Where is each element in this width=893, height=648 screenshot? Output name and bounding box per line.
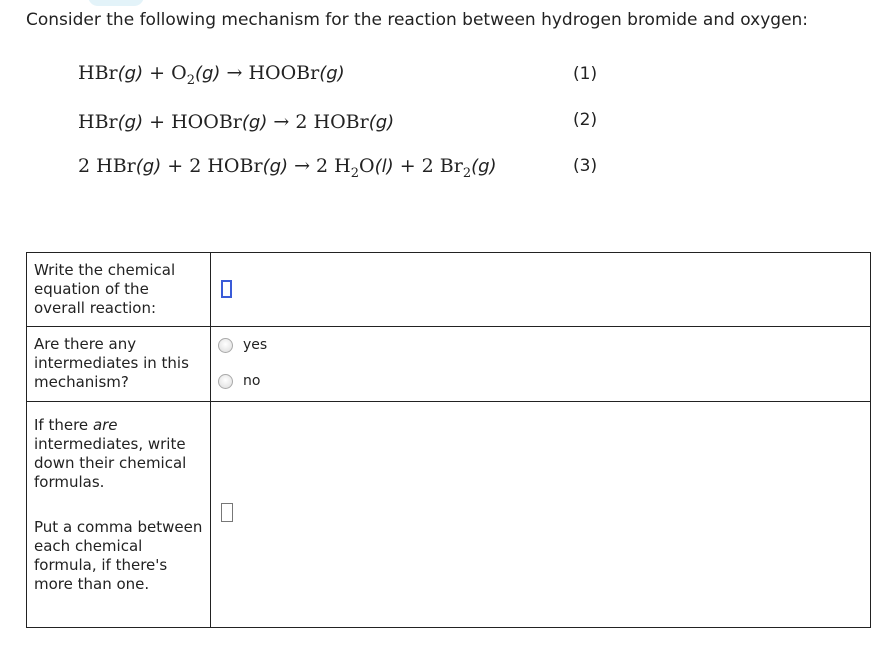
formulas-instruction: If there are intermediates, write down their chemical formulas. xyxy=(34,416,187,491)
row-intermediates xyxy=(27,327,871,402)
intermediates-options xyxy=(211,327,871,402)
formulas-note: Put a comma between each chemical formula, if there's more than one. xyxy=(34,518,203,593)
intermediates-label: Are there any intermediates in this mechanism? xyxy=(27,327,211,402)
equation-2: HBr(g) + HOOBr(g) → 2 HOBr(g) xyxy=(78,111,395,133)
yes-radio[interactable] xyxy=(218,338,233,353)
intermediates-formula-input[interactable] xyxy=(221,503,233,522)
option-no[interactable] xyxy=(218,373,870,389)
yes-label: yes xyxy=(243,337,268,353)
equation-2-number: (2) xyxy=(573,110,598,130)
question-table xyxy=(26,252,871,628)
no-radio[interactable] xyxy=(218,374,233,389)
row-intermediate-formulas xyxy=(27,402,871,628)
row-overall-reaction xyxy=(27,253,871,327)
formulas-cell xyxy=(211,402,871,628)
option-yes[interactable] xyxy=(218,337,870,353)
overall-reaction-input[interactable] xyxy=(221,280,232,298)
equation-3: 2 HBr(g) + 2 HOBr(g) → 2 $H_2O(l) + 2$ $Br_2(g)$ xyxy=(78,155,497,181)
question-intro: Consider the following mechanism for the reaction between hydrogen bromide and oxygen: xyxy=(26,10,809,30)
formulas-label xyxy=(27,402,211,628)
tab-indicator xyxy=(88,0,144,6)
overall-reaction-label: Write the chemical equation of the overall reaction: xyxy=(27,253,211,327)
equation-3-number: (3) xyxy=(573,156,598,176)
no-label: no xyxy=(243,373,261,389)
equation-1-number: (1) xyxy=(573,64,598,84)
equation-1: $HBr(g) + O_2(g)$ → HOOBr(g) xyxy=(78,62,345,88)
overall-reaction-cell xyxy=(211,253,871,327)
